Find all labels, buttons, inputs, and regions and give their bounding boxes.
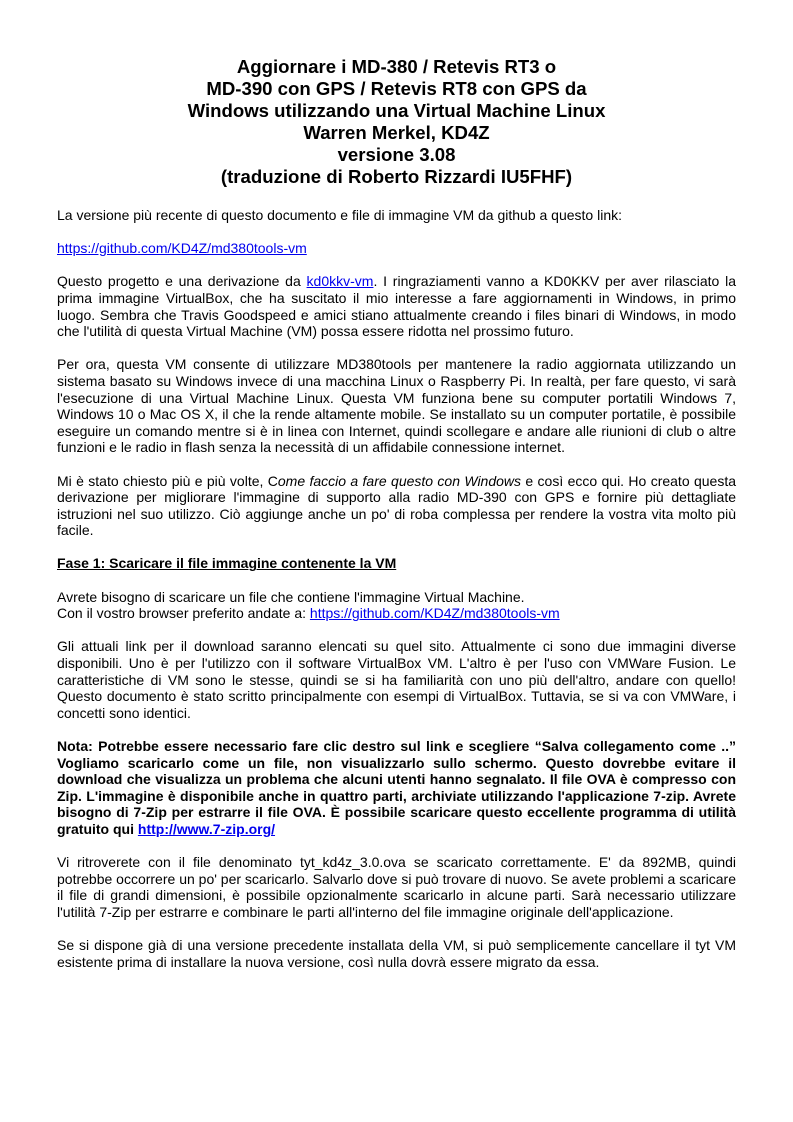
download-paragraph <box>57 589 736 622</box>
document-page <box>57 56 736 987</box>
file-paragraph: Vi ritroverete con il file denominato tyt_kd4z_3.0.ova se scaricato correttamente. E' da 892MB, quindi potrebbe occorrere un po' per scaricarlo. Salvarlo dove si può trovare di nuovo. Se avete problemi a scaricare il file di grandi dimensioni, è possibile opzionalmente scaricarlo in alcune parti. Sarà necessario utilizzare l'utilità 7-Zip per estrarre e combinare le parti all'interno del file immagine originale dell'applicazione. <box>57 854 736 920</box>
text: Questo progetto e una derivazione da <box>57 273 307 290</box>
intro-paragraph: La versione più recente di questo documento e file di immagine VM da github a questo link: <box>57 207 623 223</box>
translator-line: (traduzione di Roberto Rizzardi IU5FHF) <box>220 166 573 187</box>
text: . I ringraziamenti vanno a KD0KKV per aver rilasciato la prima immagine VirtualBox, che ha suscitato il mio interesse a fare aggiornamenti in Windows, in primo luogo. Sembra che Travis Goodspeed e amici stiano attualmente creando i files binari di Windows, in modo che l'utilità di questa Virtual Machine (VM) possa essere ridotta nel prossimo futuro. <box>57 273 737 340</box>
github-link[interactable]: https://github.com/KD4Z/md380tools-vm <box>309 605 560 622</box>
title-line: Aggiornare i MD-380 / Retevis RT3 o <box>236 56 557 77</box>
images-paragraph: Gli attuali link per il download saranno elencati su quel sito. Attualmente ci sono due immagini diverse disponibili. Uno è per l'utilizzo con il software VirtualBox VM. L'altro è per l'uso con VMWare Fusion. Le caratteristiche di VM sono le stesse, quindi se si ha familiarità con uno più dell'altro, andare con quello! Questo documento è stato scritto principalmente con esempi di VirtualBox. Tuttavia, se si va con VMWare, i concetti sono identici. <box>57 638 736 721</box>
document-title <box>57 56 736 188</box>
text: Avrete bisogno di scaricare un file che contiene l'immagine Virtual Machine. <box>57 588 525 605</box>
kd0kkv-vm-link[interactable]: kd0kkv-vm <box>306 273 374 290</box>
italic-text: ome faccio a fare questo con Windows <box>277 472 522 489</box>
title-line: MD-390 con GPS / Retevis RT8 con GPS da <box>206 78 587 99</box>
derivation-paragraph <box>57 273 736 339</box>
text: Con il vostro browser preferito andate a: <box>57 605 310 622</box>
title-line: Windows utilizzando una Virtual Machine Linux <box>187 100 606 121</box>
intro-link-paragraph <box>57 240 736 257</box>
previous-version-paragraph: Se si dispone già di una versione precedente installata della VM, si può semplicemente cancellare il tyt VM esistente prima di installare la nuova versione, così nulla dovrà essere migrato da essa. <box>57 937 736 970</box>
version-line: versione 3.08 <box>337 144 456 165</box>
usage-paragraph: Per ora, questa VM consente di utilizzare MD380tools per mantenere la radio aggiornata utilizzando un sistema basato su Windows invece di una macchina Linux o Raspberry Pi. In realtà, per fare questo, vi sarà l'esecuzione di una Virtual Machine Linux. Questa VM funziona bene su computer portatili Windows 7, Windows 10 o Mac OS X, il che la rende altamente mobile. Se installato su un computer portatile, è possibile eseguire un comando mentre si è in linea con Internet, quindi scollegare e andare alle riunioni di club o altre funzioni e le radio in flash senza la necessità di un affidabile connessione internet. <box>57 356 736 456</box>
note-paragraph <box>57 738 736 838</box>
github-link[interactable]: https://github.com/KD4Z/md380tools-vm <box>57 240 307 257</box>
section-heading: Fase 1: Scaricare il file immagine contenente la VM <box>57 555 397 572</box>
note-text: Nota: Potrebbe essere necessario fare clic destro sul link e scegliere “Salva collegamento come ..” Vogliamo scaricarlo come un file, non visualizzarlo sullo schermo. Questo dovrebbe evitare il download che visualizza un problema che alcuni utenti hanno segnalato. Il file OVA è compresso con Zip. L'immagine è disponibile anche in quattro parti, archiviate utilizzando l'applicazione 7-zip. Avrete bisogno di 7-Zip per estrarre il file OVA. È possibile scaricare questo eccellente programma di utilità gratuito qui <box>57 738 736 837</box>
author-line: Warren Merkel, KD4Z <box>303 122 490 143</box>
text: Mi è stato chiesto più e più volte, C <box>57 472 278 489</box>
motivation-paragraph <box>57 473 736 539</box>
7zip-link[interactable]: http://www.7-zip.org/ <box>137 820 276 837</box>
text: e così ecco qui. Ho creato questa derivazione per migliorare l'immagine di supporto alla radio MD-390 con GPS e fornire più dettagliate istruzioni nel suo utilizzo. Ciò aggiunge anche un po' di roba complessa per rendere la vostra vita molto più facile. <box>57 472 736 539</box>
